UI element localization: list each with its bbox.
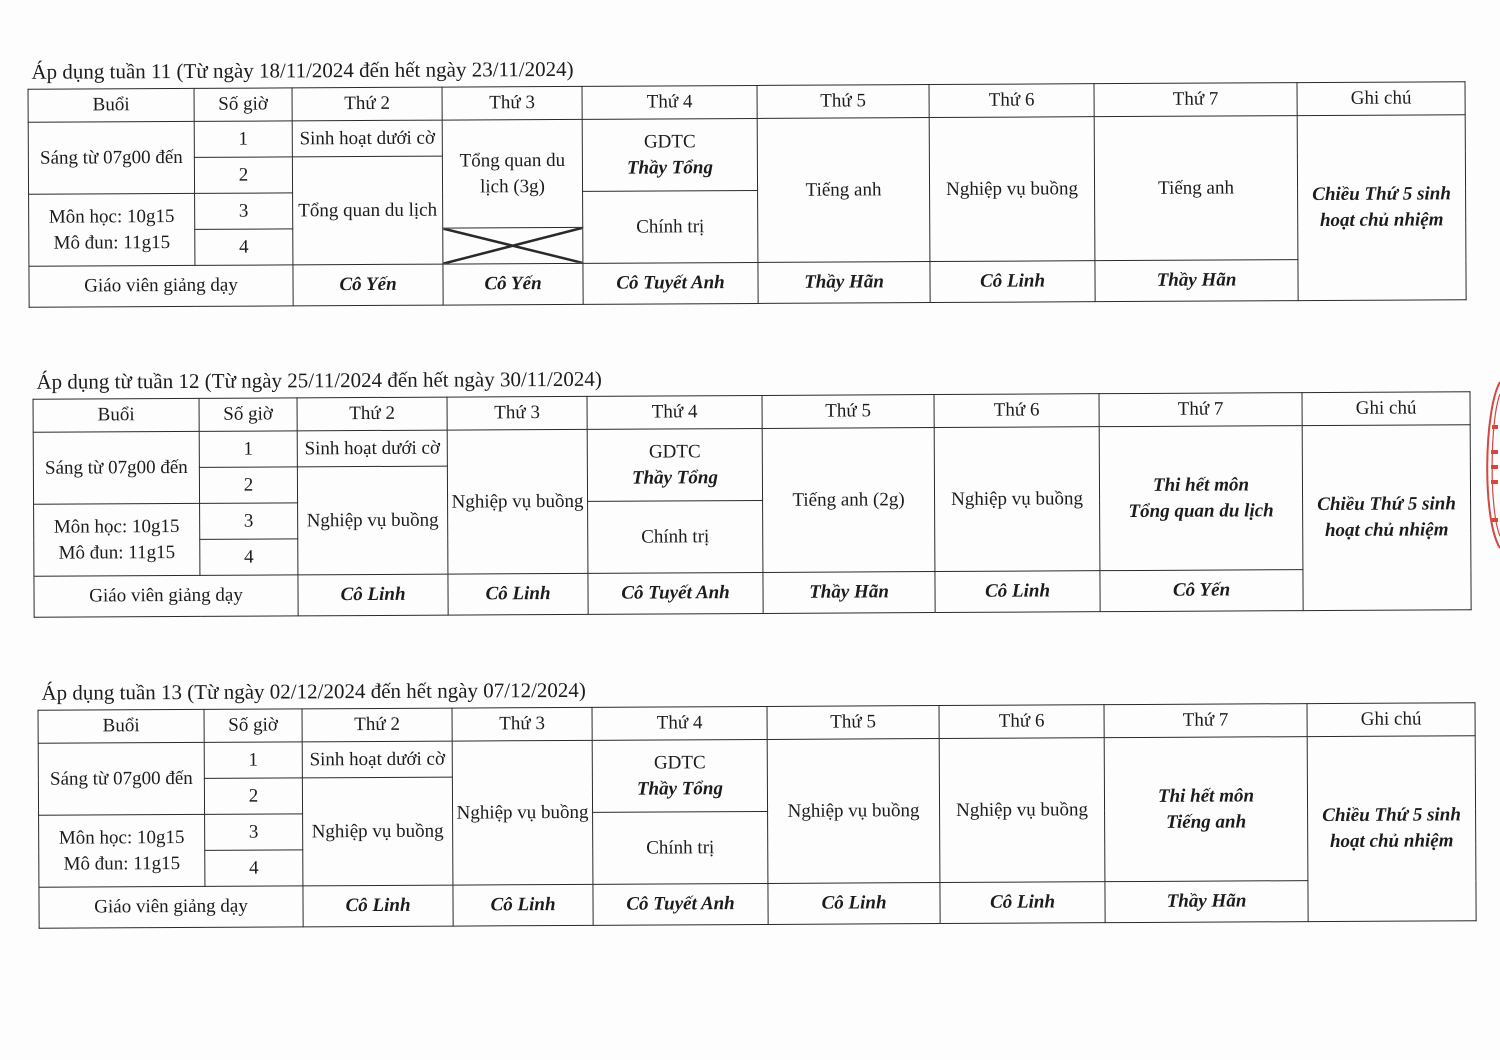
header-session: Buổi xyxy=(28,88,194,122)
session-end xyxy=(29,193,195,266)
note-cell: Chiều Thứ 5 sinh hoạt chủ nhiệm xyxy=(1297,115,1466,301)
header-monday: Thứ 2 xyxy=(292,87,442,121)
exam-subject: Tổng quan du lịch xyxy=(1128,499,1274,522)
period-number: 2 xyxy=(199,467,297,504)
class-teacher: Thầy Tổng xyxy=(626,156,714,179)
teacher-thursday: Cô Linh xyxy=(768,883,940,925)
teacher-tuesday: Cô Linh xyxy=(448,573,588,615)
subject-end-time: Môn học: 10g15 xyxy=(53,515,180,538)
period-number: 4 xyxy=(200,539,298,576)
teacher-row-label: Giáo viên giảng dạy xyxy=(34,575,298,617)
header-hours: Số giờ xyxy=(204,709,302,743)
note-cell: Chiều Thứ 5 sinh hoạt chủ nhiệm xyxy=(1307,736,1476,922)
session-start: Sáng từ 07g00 đến xyxy=(33,431,199,504)
header-hours: Số giờ xyxy=(199,398,297,432)
header-saturday: Thứ 7 xyxy=(1094,83,1297,117)
subject-end-time: Môn học: 10g15 xyxy=(48,205,175,228)
period-number: 2 xyxy=(194,157,292,194)
header-thursday: Thứ 5 xyxy=(767,706,939,740)
header-session: Buổi xyxy=(33,398,199,432)
header-wednesday: Thứ 4 xyxy=(582,85,757,119)
header-hours: Số giờ xyxy=(194,88,292,122)
period-number: 3 xyxy=(200,503,298,540)
thursday-class: Nghiệp vụ buồng xyxy=(767,739,940,884)
teacher-thursday: Thầy Hãn xyxy=(763,572,935,614)
exam-label: Thi hết môn xyxy=(1152,474,1250,496)
tuesday-class: Nghiệp vụ buồng xyxy=(452,740,593,885)
header-tuesday: Thứ 3 xyxy=(442,86,582,120)
week-title: Áp dụng từ tuần 12 (Từ ngày 25/11/2024 đến hết ngày 30/11/2024) xyxy=(36,366,602,394)
header-saturday: Thứ 7 xyxy=(1099,393,1302,427)
monday-period-1: Sinh hoạt dưới cờ xyxy=(302,741,452,778)
week-13-section xyxy=(37,673,1476,929)
session-end xyxy=(39,814,205,887)
wednesday-top-class xyxy=(582,118,757,191)
header-thursday: Thứ 5 xyxy=(757,85,929,119)
session-start: Sáng từ 07g00 đến xyxy=(28,121,194,194)
class-name: GDTC xyxy=(643,131,696,153)
teacher-saturday: Thầy Hãn xyxy=(1105,881,1308,923)
period-number: 3 xyxy=(205,814,303,851)
teacher-monday: Cô Yến xyxy=(293,264,443,306)
saturday-class xyxy=(1104,737,1308,882)
monday-class: Nghiệp vụ buồng xyxy=(302,777,453,886)
wednesday-top-class xyxy=(592,739,767,812)
header-friday: Thứ 6 xyxy=(939,705,1104,739)
week-11-section xyxy=(27,52,1466,308)
monday-period-1: Sinh hoạt dưới cờ xyxy=(297,430,447,467)
tuesday-class: Nghiệp vụ buồng xyxy=(447,429,588,574)
wednesday-top-class xyxy=(587,428,762,501)
teacher-monday: Cô Linh xyxy=(303,885,453,927)
thursday-class: Tiếng anh (2g) xyxy=(762,428,935,573)
week-12-section xyxy=(32,362,1471,618)
header-tuesday: Thứ 3 xyxy=(447,396,587,430)
friday-class: Nghiệp vụ buồng xyxy=(934,427,1100,572)
period-number: 4 xyxy=(195,229,293,266)
teacher-wednesday: Cô Tuyết Anh xyxy=(593,883,768,925)
session-start: Sáng từ 07g00 đến xyxy=(38,742,204,815)
teacher-thursday: Thầy Hãn xyxy=(758,262,930,304)
module-end-time: Mô đun: 11g15 xyxy=(53,231,171,254)
friday-class: Nghiệp vụ buồng xyxy=(939,738,1105,883)
header-saturday: Thứ 7 xyxy=(1104,704,1307,738)
saturday-class: Tiếng anh xyxy=(1094,116,1298,261)
teacher-friday: Cô Linh xyxy=(935,571,1100,613)
teacher-wednesday: Cô Tuyết Anh xyxy=(583,262,758,304)
header-note: Ghi chú xyxy=(1302,392,1470,426)
module-end-time: Mô đun: 11g15 xyxy=(63,852,181,875)
class-name: GDTC xyxy=(653,752,706,774)
saturday-class xyxy=(1099,426,1303,571)
teacher-monday: Cô Linh xyxy=(298,574,448,616)
thursday-class: Tiếng anh xyxy=(757,118,930,263)
header-note: Ghi chú xyxy=(1297,82,1465,116)
week-title: Áp dụng tuần 11 (Từ ngày 18/11/2024 đến hết ngày 23/11/2024) xyxy=(31,56,574,84)
exam-label: Thi hết môn xyxy=(1157,785,1255,807)
header-tuesday: Thứ 3 xyxy=(452,707,592,741)
teacher-row-label: Giáo viên giảng dạy xyxy=(39,886,303,928)
friday-class: Nghiệp vụ buồng xyxy=(929,117,1095,262)
session-end xyxy=(34,503,200,576)
header-monday: Thứ 2 xyxy=(302,708,452,742)
wednesday-bottom-class: Chính trị xyxy=(588,500,763,573)
header-friday: Thứ 6 xyxy=(934,394,1099,428)
tuesday-class: Tổng quan du lịch (3g) xyxy=(442,119,583,228)
header-note: Ghi chú xyxy=(1307,703,1475,737)
wednesday-bottom-class: Chính trị xyxy=(583,190,758,263)
period-number: 1 xyxy=(194,121,292,158)
cross-mark-icon xyxy=(443,228,582,264)
teacher-tuesday: Cô Linh xyxy=(453,884,593,926)
wednesday-bottom-class: Chính trị xyxy=(593,811,768,884)
teacher-friday: Cô Linh xyxy=(930,261,1095,303)
monday-class: Tổng quan du lịch xyxy=(292,156,443,265)
teacher-saturday: Thầy Hãn xyxy=(1095,260,1298,302)
crossed-out-cell xyxy=(443,227,583,264)
header-monday: Thứ 2 xyxy=(297,397,447,431)
monday-period-1: Sinh hoạt dưới cờ xyxy=(292,120,442,157)
exam-subject: Tiếng anh xyxy=(1166,810,1247,833)
class-name: GDTC xyxy=(648,441,701,463)
timetable xyxy=(28,81,1467,308)
timetable xyxy=(33,391,1472,618)
period-number: 4 xyxy=(205,850,303,887)
period-number: 3 xyxy=(195,193,293,230)
period-number: 1 xyxy=(199,431,297,468)
stamp-seal-icon xyxy=(1478,380,1500,550)
teacher-tuesday: Cô Yến xyxy=(443,263,583,305)
subject-end-time: Môn học: 10g15 xyxy=(58,826,185,849)
class-teacher: Thầy Tổng xyxy=(636,777,724,800)
header-wednesday: Thứ 4 xyxy=(587,395,762,429)
header-wednesday: Thứ 4 xyxy=(592,706,767,740)
header-thursday: Thứ 5 xyxy=(762,395,934,429)
teacher-row-label: Giáo viên giảng dạy xyxy=(29,265,293,307)
teacher-friday: Cô Linh xyxy=(940,882,1105,924)
header-session: Buổi xyxy=(38,709,204,743)
class-teacher: Thầy Tổng xyxy=(631,466,719,489)
week-title: Áp dụng tuần 13 (Từ ngày 02/12/2024 đến hết ngày 07/12/2024) xyxy=(41,677,586,705)
period-number: 2 xyxy=(204,778,302,815)
teacher-saturday: Cô Yến xyxy=(1100,570,1303,612)
note-cell: Chiều Thứ 5 sinh hoạt chủ nhiệm xyxy=(1302,425,1471,611)
period-number: 1 xyxy=(204,742,302,779)
header-friday: Thứ 6 xyxy=(929,84,1094,118)
timetable xyxy=(38,702,1477,929)
teacher-wednesday: Cô Tuyết Anh xyxy=(588,572,763,614)
module-end-time: Mô đun: 11g15 xyxy=(58,541,176,564)
monday-class: Nghiệp vụ buồng xyxy=(297,466,448,575)
